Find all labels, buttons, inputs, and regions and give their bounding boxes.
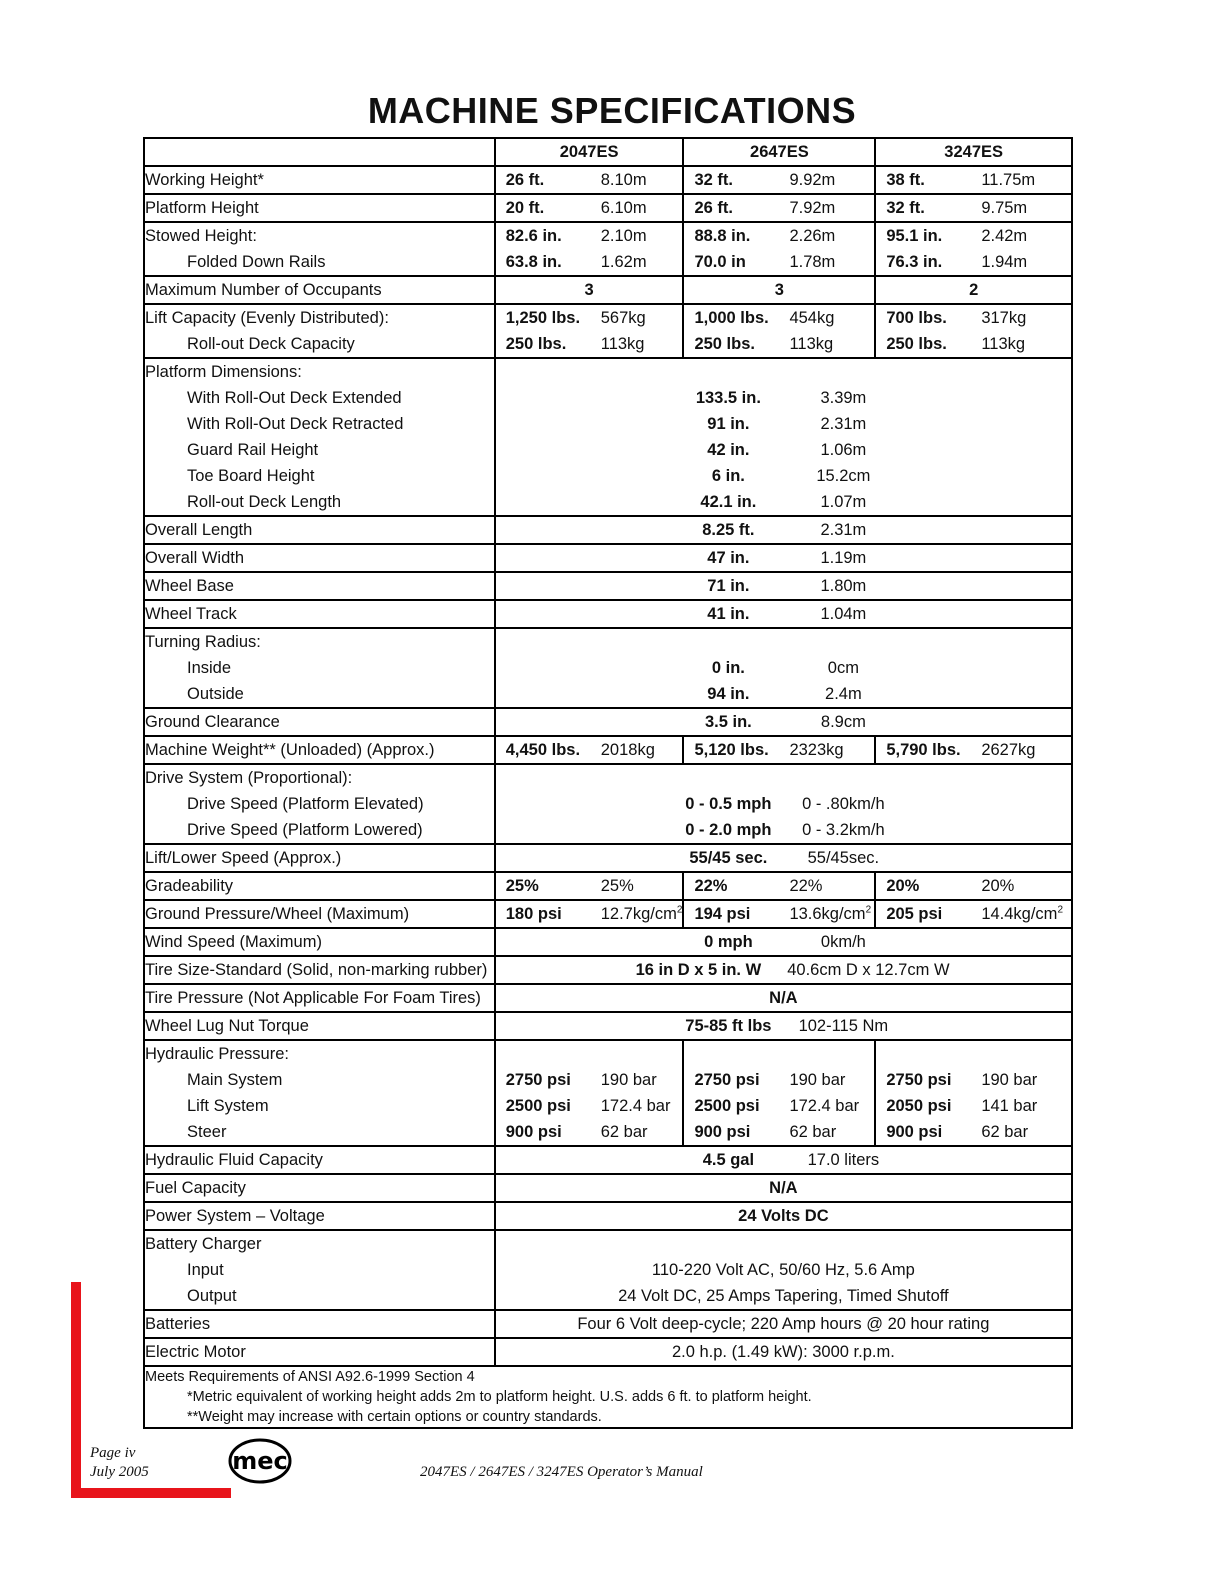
value-metric: 7.92m <box>789 199 836 217</box>
value-metric: 2.4m <box>825 685 862 703</box>
value: 2.0 h.p. (1.49 kW): 3000 r.p.m. <box>671 1343 895 1361</box>
value-us: 0 - 2.0 mph <box>685 821 772 839</box>
value-us: 5,120 lbs. <box>694 741 769 759</box>
row-label: Machine Weight** (Unloaded) (Approx.) <box>145 741 435 759</box>
value: 110-220 Volt AC, 50/60 Hz, 5.6 Amp <box>651 1261 915 1279</box>
value-metric: 2323kg <box>789 741 844 759</box>
value-metric: 0cm <box>827 659 859 677</box>
row-label: Power System – Voltage <box>145 1207 325 1225</box>
value-metric: $14.4kg/cm^2$ <box>981 904 1063 923</box>
mec-logo <box>228 1438 292 1484</box>
row-label: Platform Height <box>145 199 259 217</box>
value-metric: 20% <box>981 877 1015 895</box>
value-us: 250 lbs. <box>694 335 755 353</box>
note: Meets Requirements of ANSI A92.6-1999 Section 4 <box>145 1369 475 1385</box>
value-us: 32 ft. <box>886 199 925 217</box>
model-header: 2647ES <box>683 138 875 166</box>
accent-bar-vertical <box>71 1282 81 1498</box>
value-us: 2500 psi <box>694 1097 760 1115</box>
row-sublabel: Roll-out Deck Length <box>187 493 342 511</box>
page-number: Page iv <box>90 1445 136 1461</box>
value-metric: 1.19m <box>820 549 867 567</box>
value-us: 133.5 in. <box>695 389 761 407</box>
value-metric: 2.31m <box>820 521 867 539</box>
row-sublabel: Guard Rail Height <box>187 441 319 459</box>
table-row <box>144 1146 1072 1174</box>
value-us: 4,450 lbs. <box>505 741 581 759</box>
value-us: 38 ft. <box>886 171 925 189</box>
footer-page-info <box>90 1444 149 1482</box>
publish-date: July 2005 <box>90 1464 149 1480</box>
table-row <box>144 708 1072 736</box>
table-row <box>144 544 1072 572</box>
row-sublabel: Drive Speed (Platform Lowered) <box>187 821 423 839</box>
value-metric: 11.75m <box>981 171 1036 189</box>
value-metric: 2627kg <box>981 741 1036 759</box>
value-metric: 172.4 bar <box>600 1097 671 1115</box>
note: *Metric equivalent of working height adds 2m to platform height. U.S. adds 6 ft. to platform height. <box>187 1389 812 1405</box>
row-label: Lift Capacity (Evenly Distributed): <box>145 309 389 327</box>
value-us: 16 in D x 5 in. W <box>635 961 762 979</box>
value-us: 91 in. <box>707 415 750 433</box>
value: Four 6 Volt deep-cycle; 220 Amp hours @ 20 hour rating <box>577 1315 990 1333</box>
value-metric: 0 - 3.2km/h <box>802 821 885 839</box>
model-header: 2047ES <box>495 138 684 166</box>
page-title: MACHINE SPECIFICATIONS <box>367 90 857 131</box>
row-label: Turning Radius: <box>145 633 261 651</box>
row-sublabel: Main System <box>187 1071 283 1089</box>
value-metric: 1.78m <box>789 253 836 271</box>
table-row <box>144 516 1072 544</box>
value-us: 0 in. <box>711 659 745 677</box>
value-us: 205 psi <box>886 905 943 923</box>
row-label: Stowed Height: <box>145 227 257 245</box>
table-row <box>144 900 1072 928</box>
value-metric: 15.2cm <box>816 467 871 485</box>
value-us: 94 in. <box>707 685 750 703</box>
row-sublabel: With Roll-Out Deck Extended <box>187 389 402 407</box>
value-metric: 1.62m <box>600 253 647 271</box>
value-us: 900 psi <box>886 1123 943 1141</box>
value: 3 <box>774 281 784 299</box>
value-metric: 62 bar <box>600 1123 648 1141</box>
header-row <box>144 138 1072 166</box>
value-metric: 190 bar <box>981 1071 1038 1089</box>
row-label: Hydraulic Fluid Capacity <box>145 1151 323 1169</box>
value-us: 22% <box>694 877 728 895</box>
row-sublabel: Output <box>187 1287 237 1305</box>
value-us: 55/45 sec. <box>689 849 768 867</box>
value-metric: 1.94m <box>981 253 1028 271</box>
value-metric: 40.6cm D x 12.7cm W <box>787 961 950 979</box>
value-us: 250 lbs. <box>505 335 567 353</box>
row-sublabel: Folded Down Rails <box>187 253 326 271</box>
table-row <box>144 222 1072 276</box>
row-label: Wind Speed (Maximum) <box>145 933 322 951</box>
value: N/A <box>769 1179 798 1197</box>
table-row <box>144 194 1072 222</box>
table-row <box>144 600 1072 628</box>
value-us: 76.3 in. <box>886 253 943 271</box>
value-us: 2750 psi <box>505 1071 571 1089</box>
row-sublabel: Toe Board Height <box>187 467 315 485</box>
value-metric: 1.80m <box>820 577 867 595</box>
row-label: Maximum Number of Occupants <box>145 281 382 299</box>
value-us: 70.0 in <box>694 253 746 271</box>
value-us: 20% <box>886 877 920 895</box>
value-metric: 1.06m <box>820 441 867 459</box>
table-row <box>144 628 1072 708</box>
value-us: 41 in. <box>707 605 750 623</box>
header-blank <box>144 138 495 166</box>
value-metric: 8.9cm <box>820 713 866 731</box>
table-row <box>144 956 1072 984</box>
value-us: 3.5 in. <box>704 713 752 731</box>
table-row <box>144 984 1072 1012</box>
value: 24 Volt DC, 25 Amps Tapering, Timed Shutoff <box>618 1287 949 1305</box>
value-us: 26 ft. <box>505 171 545 189</box>
table-row <box>144 872 1072 900</box>
value-metric: 6.10m <box>600 199 647 217</box>
value-metric: 454kg <box>789 309 835 327</box>
row-label: Drive System (Proportional): <box>145 769 353 787</box>
accent-bar-horizontal <box>71 1488 231 1498</box>
table-row <box>144 1012 1072 1040</box>
value-metric: 102-115 Nm <box>798 1017 889 1035</box>
value: 3 <box>584 281 594 299</box>
row-label: Electric Motor <box>145 1343 246 1361</box>
table-row <box>144 764 1072 844</box>
value-us: 2050 psi <box>886 1097 952 1115</box>
row-sublabel: Steer <box>187 1123 227 1141</box>
value-us: 0 mph <box>704 933 753 951</box>
table-row <box>144 358 1072 516</box>
row-label: Ground Pressure/Wheel (Maximum) <box>145 905 410 923</box>
table-row <box>144 844 1072 872</box>
row-sublabel: With Roll-Out Deck Retracted <box>187 415 404 433</box>
row-label: Wheel Lug Nut Torque <box>145 1017 309 1035</box>
row-label: Gradeability <box>145 877 234 895</box>
value-us: 75-85 ft lbs <box>685 1017 772 1035</box>
value: 24 Volts DC <box>738 1207 829 1225</box>
value-metric: 25% <box>600 877 634 895</box>
row-label: Hydraulic Pressure: <box>145 1045 289 1063</box>
row-label: Overall Width <box>145 549 245 567</box>
value-metric: $13.6kg/cm^2$ <box>789 904 872 923</box>
table-row <box>144 736 1072 764</box>
value-metric: 8.10m <box>600 171 647 189</box>
value-metric: 172.4 bar <box>789 1097 860 1115</box>
value-metric: 2.10m <box>600 227 647 245</box>
row-label: Fuel Capacity <box>145 1179 246 1197</box>
row-sublabel: Roll-out Deck Capacity <box>187 335 355 353</box>
value-us: 71 in. <box>707 577 750 595</box>
value-metric: 190 bar <box>789 1071 846 1089</box>
value-metric: 22% <box>789 877 823 895</box>
row-sublabel: Drive Speed (Platform Elevated) <box>187 795 424 813</box>
value-metric: 2.42m <box>981 227 1028 245</box>
value-us: 250 lbs. <box>886 335 947 353</box>
value-metric: 190 bar <box>600 1071 657 1089</box>
value-us: 6 in. <box>711 467 745 485</box>
value-metric: 62 bar <box>789 1123 837 1141</box>
value-metric: 2.26m <box>789 227 836 245</box>
model-header: 3247ES <box>875 138 1072 166</box>
table-row <box>144 276 1072 304</box>
value-us: 194 psi <box>694 905 751 923</box>
value-metric: 9.92m <box>789 171 836 189</box>
value-us: 63.8 in. <box>505 253 562 271</box>
value-us: 1,000 lbs. <box>694 309 769 327</box>
table-row <box>144 1310 1072 1338</box>
value-metric: 1.04m <box>820 605 867 623</box>
value-metric: 62 bar <box>981 1123 1029 1141</box>
table-row <box>144 1202 1072 1230</box>
value-us: 88.8 in. <box>694 227 751 245</box>
value-us: 32 ft. <box>694 171 733 189</box>
value-us: 26 ft. <box>694 199 733 217</box>
spec-table <box>143 137 1073 1429</box>
value-metric: 567kg <box>600 309 646 327</box>
table-row <box>144 1230 1072 1310</box>
value-us: 8.25 ft. <box>702 521 755 539</box>
logo-text: mec <box>232 1447 288 1475</box>
value-metric: 55/45sec. <box>807 849 880 867</box>
value-us: 180 psi <box>505 905 562 923</box>
table-row <box>144 1338 1072 1366</box>
value-metric: 2018kg <box>600 741 655 759</box>
table-row <box>144 928 1072 956</box>
value-us: 2500 psi <box>505 1097 571 1115</box>
value-metric: 113kg <box>981 335 1026 353</box>
value-us: 0 - 0.5 mph <box>685 795 772 813</box>
value-metric: 1.07m <box>820 493 867 511</box>
value-us: 2750 psi <box>886 1071 952 1089</box>
value-us: 900 psi <box>694 1123 751 1141</box>
table-row <box>144 1040 1072 1146</box>
table-row <box>144 572 1072 600</box>
value-us: 2750 psi <box>694 1071 760 1089</box>
table-row <box>144 304 1072 358</box>
value-us: 95.1 in. <box>886 227 943 245</box>
row-label: Lift/Lower Speed (Approx.) <box>145 849 342 867</box>
value-us: 47 in. <box>707 549 750 567</box>
value-metric: 2.31m <box>820 415 867 433</box>
note: **Weight may increase with certain options or country standards. <box>187 1409 602 1425</box>
value-metric: 3.39m <box>820 389 867 407</box>
row-label: Tire Pressure (Not Applicable For Foam Tires) <box>145 989 481 1007</box>
value-metric: 317kg <box>981 309 1027 327</box>
table-row <box>144 166 1072 194</box>
value-us: 5,790 lbs. <box>886 741 961 759</box>
value-metric: 0km/h <box>820 933 866 951</box>
manual-title: 2047ES / 2647ES / 3247ES Operator’s Manual <box>420 1464 703 1480</box>
row-sublabel: Inside <box>187 659 232 677</box>
row-label: Wheel Track <box>145 605 237 623</box>
value-us: 42 in. <box>707 441 750 459</box>
row-label: Tire Size-Standard (Solid, non-marking rubber) <box>145 961 488 979</box>
value-metric: $12.7kg/cm^2$ <box>600 904 683 923</box>
value-us: 1,250 lbs. <box>505 309 581 327</box>
row-sublabel: Lift System <box>187 1097 269 1115</box>
value: 2 <box>969 281 979 299</box>
row-label: Battery Charger <box>145 1235 262 1253</box>
notes-row <box>144 1366 1072 1428</box>
row-sublabel: Input <box>187 1261 224 1279</box>
row-label: Overall Length <box>145 521 253 539</box>
value: N/A <box>769 989 798 1007</box>
value-metric: 17.0 liters <box>807 1151 880 1169</box>
value-us: 700 lbs. <box>886 309 947 327</box>
row-label: Batteries <box>145 1315 211 1333</box>
value-us: 25% <box>505 877 539 895</box>
row-label: Wheel Base <box>145 577 234 595</box>
value-us: 42.1 in. <box>700 493 757 511</box>
value-metric: 0 - .80km/h <box>802 795 885 813</box>
value-metric: 141 bar <box>981 1097 1038 1115</box>
table-row <box>144 1174 1072 1202</box>
row-sublabel: Outside <box>187 685 244 703</box>
row-label: Ground Clearance <box>145 713 280 731</box>
value-metric: 113kg <box>600 335 645 353</box>
value-metric: 113kg <box>789 335 834 353</box>
value-metric: 9.75m <box>981 199 1028 217</box>
row-label: Working Height* <box>145 171 264 189</box>
value-us: 82.6 in. <box>505 227 562 245</box>
value-us: 900 psi <box>505 1123 562 1141</box>
value-us: 20 ft. <box>505 199 545 217</box>
row-label: Platform Dimensions: <box>145 363 302 381</box>
value-us: 4.5 gal <box>702 1151 755 1169</box>
